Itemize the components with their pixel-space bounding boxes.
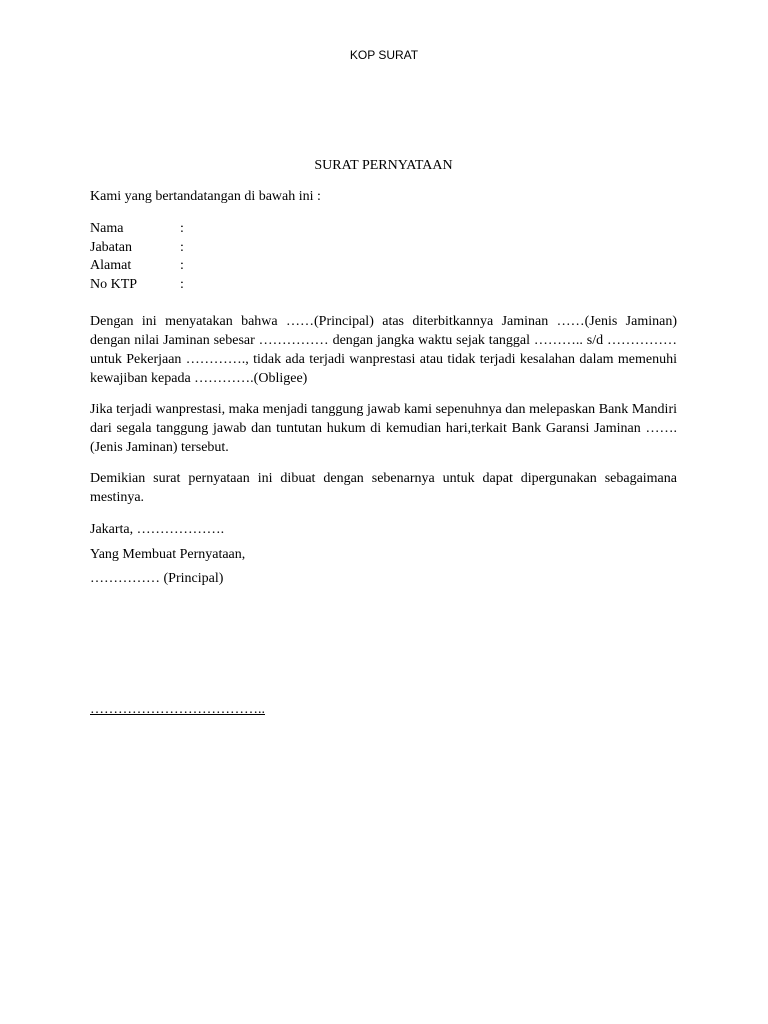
liability-paragraph: Jika terjadi wanprestasi, maka menjadi tanggung jawab kami sepenuhnya dan melepaskan Bank Mandiri dari segala tanggung jawab dan tuntutan hukum di kemudian hari,terkait Bank Garansi Jaminan ……. (Jenis Jaminan) tersebut.: [90, 402, 677, 455]
signer-title: Yang Membuat Pernyataan,: [90, 547, 246, 562]
field-label: Nama: [90, 221, 124, 236]
signer-name: …………… (Principal): [90, 571, 224, 586]
field-separator: :: [180, 277, 184, 293]
field-label: Jabatan: [90, 239, 132, 255]
letter-title: SURAT PERNYATAAN: [314, 158, 453, 173]
identity-fields: [90, 220, 184, 295]
field-row-alamat: [90, 257, 184, 276]
statement-paragraph: Dengan ini menyatakan bahwa ……(Principal) atas diterbitkannya Jaminan ……(Jenis Jaminan) dengan nilai Jaminan sebesar …………… dengan jangka waktu sejak tanggal ……….. s/d …………… untuk Pekerjaan …………., tidak ada terjadi wanprestasi atau tidak terjadi kesalahan dalam memenuhi kewajiban kepada ………….(Obligee): [90, 314, 677, 386]
closing-paragraph: Demikian surat pernyataan ini dibuat dengan sebenarnya untuk dapat dipergunakan sebagaimana mestinya.: [90, 471, 677, 505]
field-separator: :: [180, 258, 184, 274]
field-row-no-ktp: [90, 276, 184, 295]
field-separator: :: [180, 221, 184, 236]
field-row-jabatan: [90, 239, 184, 258]
field-separator: :: [180, 239, 184, 255]
field-label: No KTP: [90, 277, 138, 293]
place-date: Jakarta, ……………….: [90, 522, 225, 537]
field-row-nama: [90, 220, 184, 239]
letterhead: KOP SURAT: [349, 48, 419, 62]
field-label: Alamat: [90, 258, 132, 274]
signature-line: ………………………………..: [90, 702, 265, 717]
intro-text: Kami yang bertandatangan di bawah ini :: [90, 189, 321, 204]
